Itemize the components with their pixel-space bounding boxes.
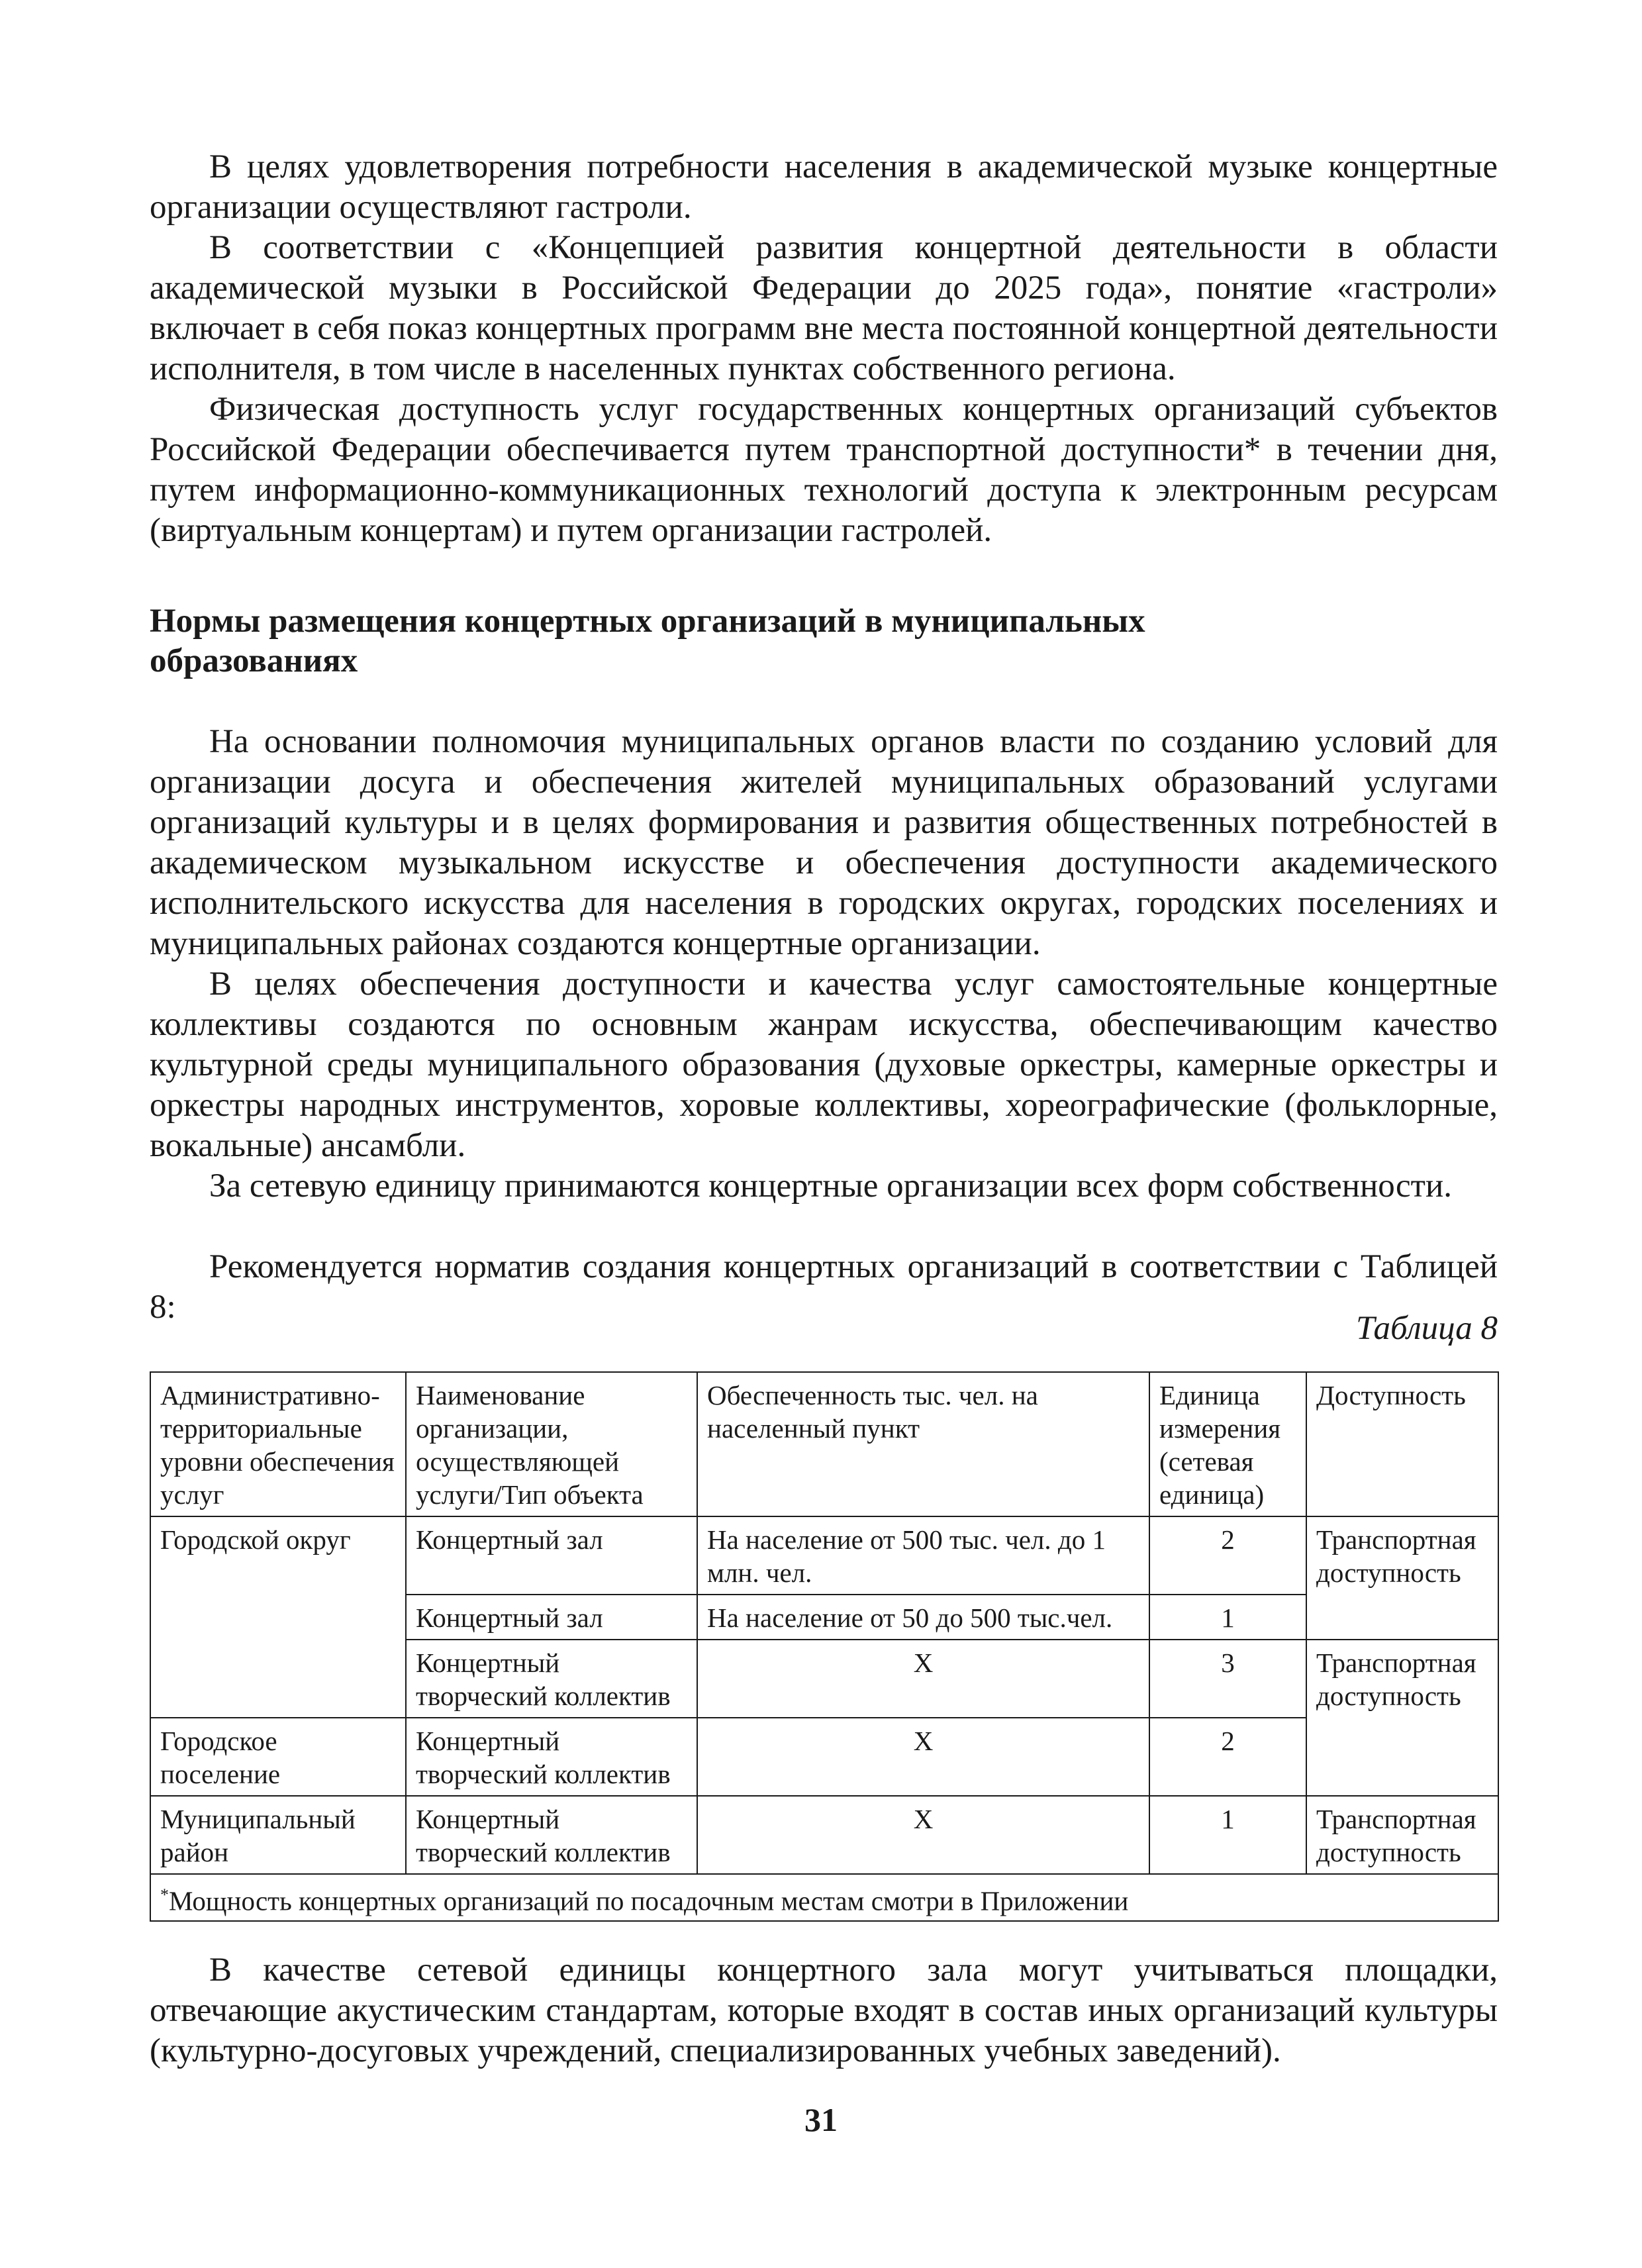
cell-unit: 2 [1149,1718,1306,1796]
cell-name: Концертный зал [406,1516,697,1595]
cell-provision: На население от 500 тыс. чел. до 1 млн. чел. [697,1516,1149,1595]
table-footnote-row [150,1874,1498,1921]
table-row [150,1718,1498,1796]
cell-provision: На население от 50 до 500 тыс.чел. [697,1595,1149,1640]
table-header-row [150,1372,1498,1516]
cell-level: Муниципальный район [150,1796,406,1874]
header-cell-provision: Обеспеченность тыс. чел. на населенный пункт [697,1372,1149,1516]
cell-name: Концертный творческий коллектив [406,1796,697,1874]
body-paragraph-2: В целях обеспечения доступности и качества услуг самостоятельные концертные коллективы создаются по основным жанрам искусства, обеспечивающим качество культурной среды муниципального образования (духовые оркестры, камерные оркестры и оркестры народных инструментов, хоровые коллективы, хореографические (фольклорные, вокальные) ансамбли. [150,965,1498,1164]
header-cell-unit: Единица измерения (сетевая единица) [1149,1372,1306,1516]
footnote-mark: * [160,1885,169,1904]
cell-name: Концертный зал [406,1595,697,1640]
table-footnote [150,1874,1498,1921]
cell-access: Транспортная доступность [1306,1640,1498,1796]
table-row [150,1516,1498,1595]
table-caption: Таблица 8 [1355,1310,1498,1347]
intro-paragraph-1: В целях удовлетворения потребности населения в академической музыке концертные организации осуществляют гастроли. [150,148,1498,226]
cell-level: Городское поселение [150,1718,406,1796]
body-paragraph-4: Рекомендуется норматив создания концертных организаций в соответствии с Таблицей 8: [150,1248,1498,1326]
intro-paragraph-2: В соответствии с «Концепцией развития концертной деятельности в области академической музыки в Российской Федерации до 2025 года», понятие «гастроли» включает в себя показ концертных программ вне места постоянной концертной деятельности исполнителя, в том числе в населенных пунктах собственного региона. [150,229,1498,387]
closing-paragraph: В качестве сетевой единицы концертного зала могут учитываться площадки, отвечающие акустическим стандартам, которые входят в состав иных организаций культуры (культурно-досуговых учреждений, специализированных учебных заведений). [150,1951,1498,2069]
page-number: 31 [804,2101,838,2138]
cell-access: Транспортная доступность [1306,1516,1498,1640]
cell-unit: 1 [1149,1796,1306,1874]
cell-unit: 2 [1149,1516,1306,1595]
cell-name: Концертный творческий коллектив [406,1718,697,1796]
cell-level: Городской округ [150,1516,406,1718]
intro-paragraph-3: Физическая доступность услуг государственных концертных организаций субъектов Российской Федерации обеспечивается путем транспортной доступности* в течении дня, путем информационно-коммуникационных технологий доступа к электронным ресурсам (виртуальным концертам) и путем организации гастролей. [150,391,1498,549]
footnote-text: Мощность концертных организаций по посадочным местам смотри в Приложении [169,1885,1129,1916]
cell-provision: Х [697,1796,1149,1874]
table-row [150,1796,1498,1874]
header-cell-name: Наименование организации, осуществляющей услуги/Тип объекта [406,1372,697,1516]
cell-name: Концертный творческий коллектив [406,1640,697,1718]
cell-unit: 3 [1149,1640,1306,1718]
cell-access: Транспортная доступность [1306,1796,1498,1874]
header-cell-access: Доступность [1306,1372,1498,1516]
body-paragraph-1: На основании полномочия муниципальных органов власти по созданию условий для организации досуга и обеспечения жителей муниципальных образований услугами организаций культуры и в целях формирования и развития общественных потребностей в академическом музыкальном искусстве и обеспечения доступности академического исполнительского искусства для населения в городских округах, городских поселениях и муниципальных районах создаются концертные организации. [150,723,1498,962]
cell-provision: Х [697,1718,1149,1796]
norms-table [150,1371,1499,1922]
body-paragraph-3: За сетевую единицу принимаются концертные организации всех форм собственности. [209,1167,1453,1205]
section-heading: Нормы размещения концертных организаций в муниципальных образованиях [150,603,1145,679]
cell-unit: 1 [1149,1595,1306,1640]
header-cell-level: Административно-территориальные уровни обеспечения услуг [150,1372,406,1516]
cell-provision: Х [697,1640,1149,1718]
